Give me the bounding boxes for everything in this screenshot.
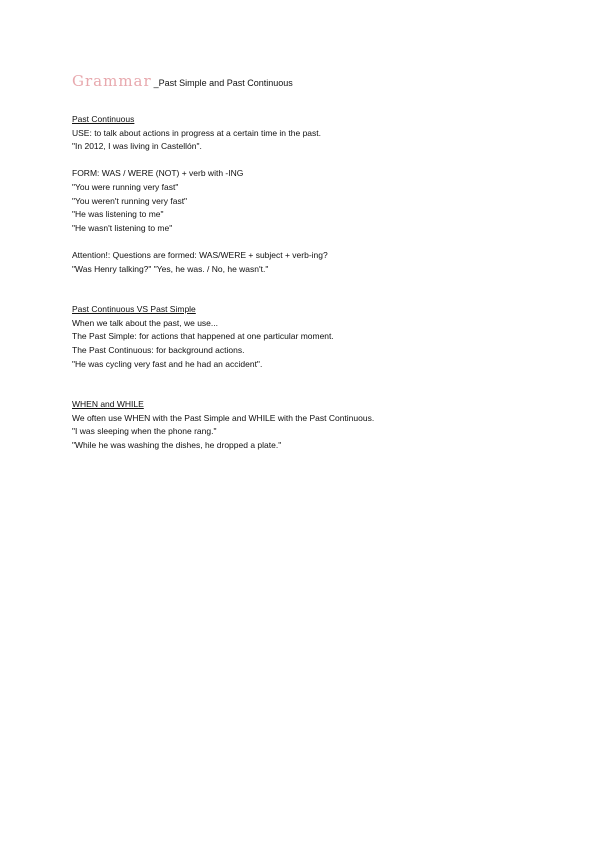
spacer	[72, 154, 542, 168]
document-title: _Past Simple and Past Continuous	[153, 78, 293, 88]
form-line: FORM: WAS / WERE (NOT) + verb with -ING	[72, 168, 244, 179]
example-line: "Was Henry talking?" "Yes, he was. / No, he wasn't."	[72, 263, 269, 274]
example-line: "He was listening to me"	[72, 209, 164, 220]
spacer	[72, 276, 542, 303]
example-line: "While he was washing the dishes, he dropped a plate."	[72, 439, 282, 450]
spacer	[72, 235, 542, 249]
grammar-title-word: Grammar	[72, 72, 152, 90]
attention-line: Attention!: Questions are formed: WAS/WERE + subject + verb-ing?	[72, 249, 328, 260]
body-line: When we talk about the past, we use...	[72, 317, 218, 328]
example-line: "You weren't running very fast"	[72, 195, 188, 206]
section-heading-continuous-vs-simple: Past Continuous VS Past Simple	[72, 304, 196, 315]
example-line: "In 2012, I was living in Castellón".	[72, 141, 202, 152]
body-line: We often use WHEN with the Past Simple and WHILE with the Past Continuous.	[72, 412, 375, 423]
section-heading-past-continuous: Past Continuous	[72, 114, 135, 124]
spacer	[72, 371, 542, 398]
section-heading-when-while: WHEN and WHILE	[72, 399, 144, 410]
example-line: "I was sleeping when the phone rang."	[72, 426, 217, 437]
body-line: The Past Simple: for actions that happened at one particular moment.	[72, 331, 334, 342]
use-line: USE: to talk about actions in progress at a certain time in the past.	[72, 127, 321, 138]
document-header	[72, 72, 293, 91]
example-line: "He wasn't listening to me"	[72, 222, 173, 233]
example-line: "He was cycling very fast and he had an accident".	[72, 358, 263, 369]
body-line: The Past Continuous: for background actions.	[72, 344, 245, 355]
document-body	[72, 113, 542, 452]
example-line: "You were running very fast"	[72, 181, 179, 192]
